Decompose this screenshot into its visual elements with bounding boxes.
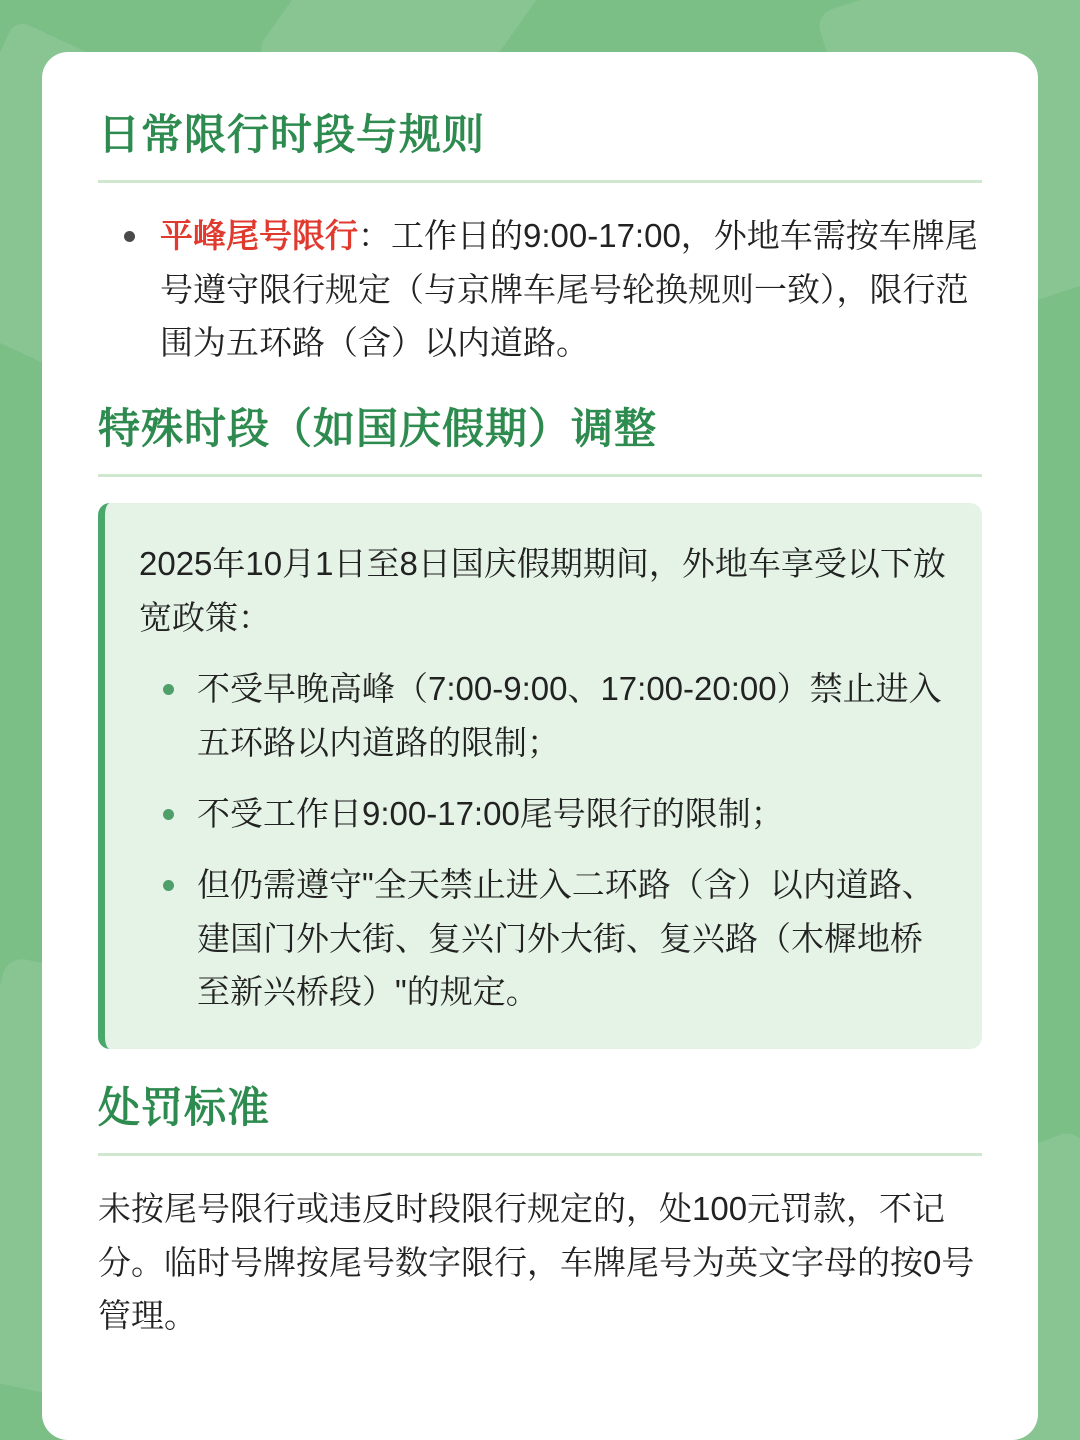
callout-lead-text: 2025年10月1日至8日国庆假期期间，外地车享受以下放宽政策：: [139, 545, 946, 636]
rule-emphasis-label: 平峰尾号限行: [160, 217, 358, 255]
divider: [98, 180, 982, 183]
list-item: 不受早晚高峰（7:00-9:00、17:00-20:00）禁止进入五环路以内道路的限制；: [139, 662, 948, 769]
section-title-special-period: 特殊时段（如国庆假期）调整: [98, 404, 658, 452]
holiday-policy-callout: [98, 503, 982, 1049]
section-special-period: [98, 404, 982, 1049]
section-title-penalty: 处罚标准: [98, 1083, 271, 1131]
content-card: [42, 52, 1038, 1440]
penalty-paragraph: 未按尾号限行或违反时段限行规定的，处100元罚款，不记分。临时号牌按尾号数字限行，车牌尾号为英文字母的按0号管理。: [98, 1190, 975, 1335]
daily-rules-list: [98, 209, 982, 369]
section-daily-rules: [98, 110, 982, 370]
divider: [98, 1153, 982, 1156]
list-item: 但仍需遵守"全天禁止进入二环路（含）以内道路、建国门外大街、复兴门外大街、复兴路（木樨地桥至新兴桥段）"的规定。: [139, 858, 948, 1018]
holiday-policy-list: [139, 662, 948, 1019]
section-title-daily-rules: 日常限行时段与规则: [98, 111, 486, 158]
rule-separator: ：: [358, 217, 391, 255]
rule-text: 工作日的9:00-17:00，外地车需按车牌尾号遵守限行规定（与京牌车尾号轮换规则一致），限行范围为五环路（含）以内道路。: [160, 217, 978, 362]
list-item: 不受工作日9:00-17:00尾号限行的限制；: [139, 787, 948, 840]
section-penalty: [98, 1083, 982, 1343]
divider: [98, 474, 982, 477]
list-item: [98, 209, 982, 369]
